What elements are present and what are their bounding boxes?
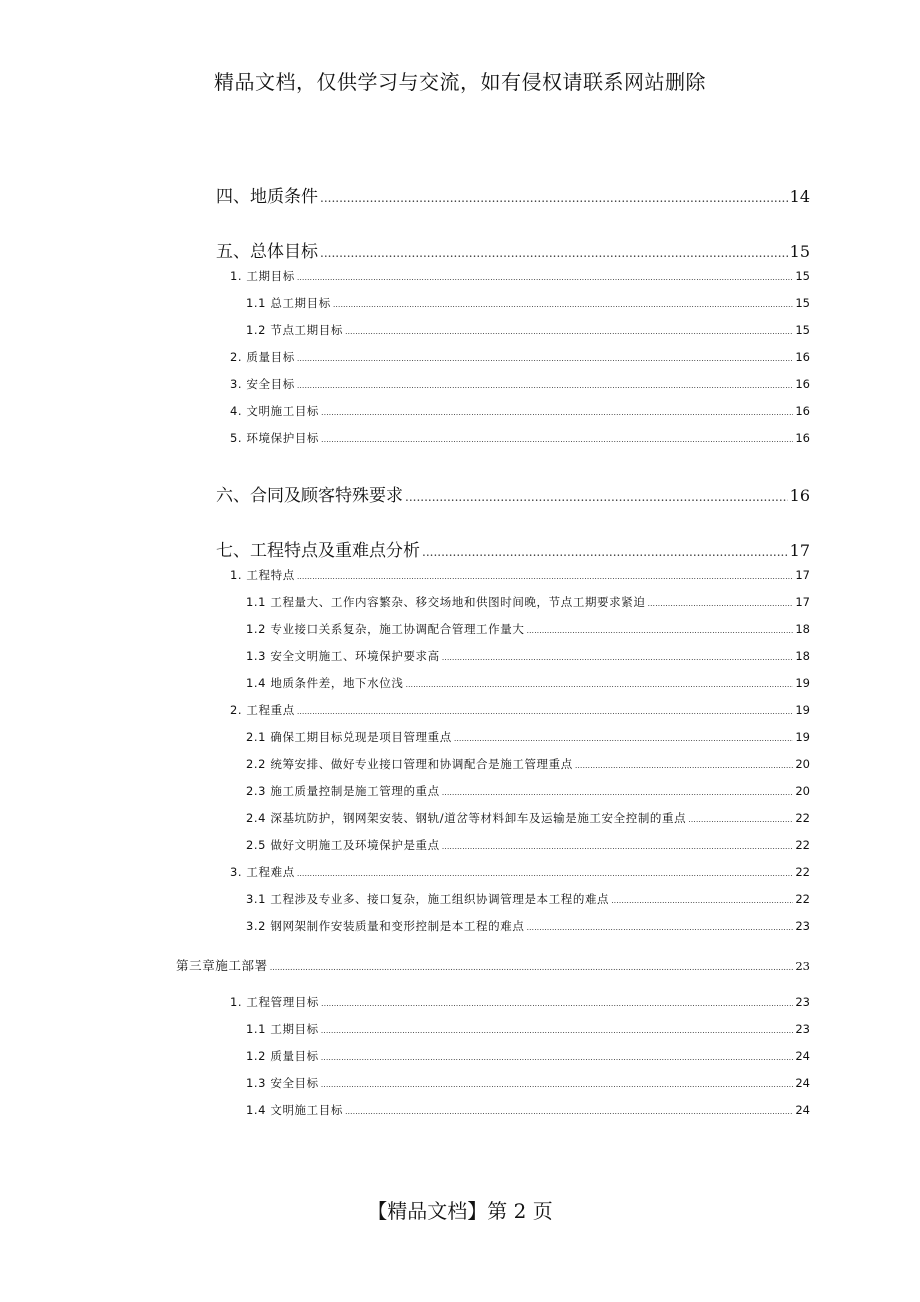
toc-leader [442,788,794,797]
toc-entry-page: 20 [795,784,810,798]
toc-entry-title: 1.2 节点工期目标 [246,323,343,337]
toc-entry-page: 24 [795,1049,810,1063]
toc-entry-title: 2.1 确保工期目标兑现是项目管理重点 [246,730,452,744]
toc-entry-page: 22 [795,811,810,825]
toc-leader [297,869,794,878]
toc-leader [321,435,793,444]
toc-entry-title: 1.3 安全文明施工、环境保护要求高 [246,649,440,663]
toc-entry-page: 18 [795,649,810,663]
toc-entry-page: 15 [795,296,810,310]
toc-entry-page: 24 [795,1076,810,1090]
toc-entry[interactable] [216,182,810,207]
toc-entry[interactable] [216,481,810,506]
toc-entry-title: 第三章施工部署 [176,958,268,973]
toc-entry[interactable] [230,994,810,1010]
toc-entry-title: 5. 环境保护目标 [230,431,320,445]
toc-entry-page: 23 [795,1022,810,1036]
toc-entry-title: 1.3 安全目标 [246,1076,319,1090]
page-footer: 【精品文档】第 2 页 [367,1199,553,1223]
toc-entry-page: 19 [795,676,810,690]
toc-entry-title: 1.1 总工期目标 [246,296,331,310]
toc-entry-page: 22 [795,892,810,906]
toc-entry[interactable] [246,1048,810,1064]
toc-leader [454,734,794,743]
toc-entry-title: 2. 工程重点 [230,703,295,717]
toc-entry[interactable] [246,1102,810,1118]
toc-leader [333,300,794,309]
toc-entry-page: 14 [789,187,810,206]
toc-entry[interactable] [246,756,810,772]
toc-entry[interactable] [230,567,810,583]
toc-entry[interactable] [230,403,810,419]
toc-entry-title: 2.2 统筹安排、做好专业接口管理和协调配合是施工管理重点 [246,757,573,771]
toc-leader [526,923,793,932]
toc-entry-page: 18 [795,622,810,636]
toc-leader [297,707,794,716]
toc-entry-title: 1.4 地质条件差，地下水位浅 [246,676,404,690]
toc-entry-title: 4. 文明施工目标 [230,404,320,418]
toc-leader [647,599,793,608]
toc-leader [688,815,793,824]
toc-leader [297,572,794,581]
toc-leader [321,1026,794,1035]
toc-entry-title: 1.2 专业接口关系复杂，施工协调配合管理工作量大 [246,622,525,636]
toc-entry-page: 24 [795,1103,810,1117]
toc-entry-page: 16 [789,486,810,505]
toc-leader [297,273,794,282]
toc-entry-page: 22 [795,865,810,879]
toc-leader [345,1107,793,1116]
toc-entry[interactable] [246,621,810,637]
toc-entry-page: 15 [795,269,810,283]
toc-leader [321,1080,794,1089]
toc-leader [442,653,794,662]
toc-entry-title: 3. 工程难点 [230,865,295,879]
toc-leader [345,327,793,336]
toc-entry-page: 15 [789,242,810,261]
toc-entry[interactable] [230,349,810,365]
toc-entry-title: 1.1 工期目标 [246,1022,319,1036]
toc-leader [321,999,793,1008]
toc-entry-title: 2.4 深基坑防护，钢网架安装、钢轨/道岔等材料卸车及运输是施工安全控制的重点 [246,811,687,825]
toc-entry[interactable] [246,648,810,664]
toc-entry-page: 17 [789,541,810,560]
toc-entry[interactable] [230,702,810,718]
toc-leader [320,246,788,260]
toc-leader [321,408,793,417]
toc-leader [442,842,794,851]
toc-entry-page: 15 [795,323,810,337]
toc-entry[interactable] [246,810,810,826]
toc-leader [405,490,788,504]
toc-entry-title: 1.2 质量目标 [246,1049,319,1063]
toc-leader [297,381,794,390]
toc-entry[interactable] [246,837,810,853]
toc-entry-page: 16 [795,350,810,364]
toc-leader [270,963,794,972]
toc-entry[interactable] [230,376,810,392]
toc-entry-title: 1. 工期目标 [230,269,295,283]
toc-entry[interactable] [246,295,810,311]
toc-leader [526,626,793,635]
toc-entry-page: 16 [795,431,810,445]
toc-entry[interactable] [246,891,810,907]
toc-entry[interactable] [230,430,810,446]
toc-entry[interactable] [246,1075,810,1091]
toc-entry-page: 16 [795,377,810,391]
toc-entry-title: 1.4 文明施工目标 [246,1103,343,1117]
toc-entry-title: 四、地质条件 [216,187,318,207]
toc-leader [320,191,788,205]
toc-entry-title: 2.5 做好文明施工及环境保护是重点 [246,838,440,852]
toc-entry-title: 1. 工程管理目标 [230,995,320,1009]
toc-entry[interactable] [230,268,810,284]
toc-entry-page: 23 [795,995,810,1009]
page-header: 精品文档，仅供学习与交流，如有侵权请联系网站删除 [214,70,706,94]
toc-entry-title: 1. 工程特点 [230,568,295,582]
toc-entry[interactable] [246,1021,810,1037]
toc-entry-page: 22 [795,838,810,852]
toc-leader [297,354,794,363]
toc-entry-title: 七、工程特点及重难点分析 [216,541,420,561]
toc-leader [405,680,793,689]
toc-entry[interactable] [246,918,810,934]
toc-entry-title: 3.2 钢网架制作安装质量和变形控制是本工程的难点 [246,919,525,933]
toc-entry[interactable] [246,729,810,745]
toc-entry-page: 23 [795,959,810,973]
toc-entry[interactable] [246,783,810,799]
toc-entry-page: 20 [795,757,810,771]
toc-entry-page: 16 [795,404,810,418]
toc-entry[interactable] [230,864,810,880]
toc-entry-title: 2.3 施工质量控制是施工管理的重点 [246,784,440,798]
toc-entry-title: 1.1 工程量大、工作内容繁杂、移交场地和供图时间晚，节点工期要求紧迫 [246,595,646,609]
toc-entry-page: 17 [795,595,810,609]
toc-entry-page: 19 [795,730,810,744]
toc-entry-title: 2. 质量目标 [230,350,295,364]
toc-entry[interactable] [246,594,810,610]
toc-leader [321,1053,794,1062]
toc-entry[interactable] [216,536,810,561]
toc-entry[interactable] [216,237,810,262]
toc-entry-title: 六、合同及顾客特殊要求 [216,486,403,506]
toc-entry-title: 五、总体目标 [216,242,318,262]
toc-entry[interactable] [246,675,810,691]
toc-leader [575,761,794,770]
toc-leader [422,545,788,559]
toc-entry-title: 3.1 工程涉及专业多、接口复杂，施工组织协调管理是本工程的难点 [246,892,610,906]
toc-entry-title: 3. 安全目标 [230,377,295,391]
toc-entry-page: 23 [795,919,810,933]
toc-chapter-entry[interactable] [176,956,810,974]
toc-entry-page: 19 [795,703,810,717]
toc-entry[interactable] [246,322,810,338]
toc-leader [611,896,793,905]
toc-entry-page: 17 [795,568,810,582]
